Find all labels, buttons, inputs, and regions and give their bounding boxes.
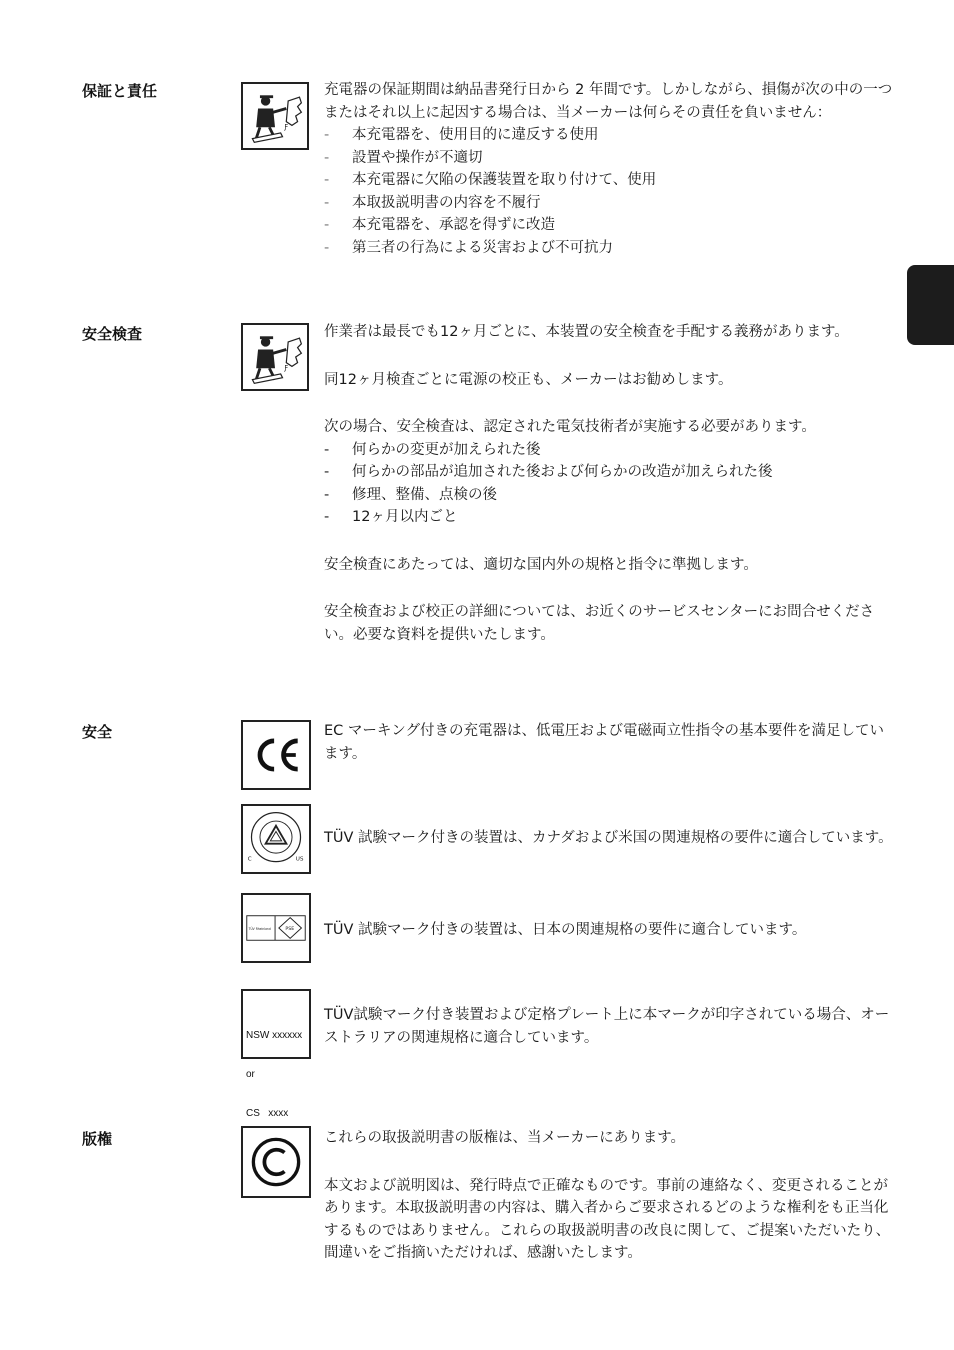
list-item: - 何らかの変更が加えられた後 [324, 439, 894, 462]
warranty-intro: 充電器の保証期間は納品書発行日から 2 年間です。しかしながら、損傷が次の中の一つまたはそれ以上に起因する場合は、当メーカーは何らその責任を負いません： [324, 82, 893, 121]
svg-text:Ƒ: Ƒ [284, 123, 289, 132]
copyright-text [324, 1127, 894, 1265]
pse-label: PSE [285, 926, 295, 932]
list-item: - 第三者の行為による災害および不可抗力 [324, 237, 894, 260]
heading-safety: 安全 [82, 723, 113, 741]
heading-copyright: 版権 [82, 1130, 113, 1148]
tuv-jp-text: TÜV 試験マーク付きの装置は、日本の関連規格の要件に適合しています。 [324, 922, 807, 938]
svg-text:Ƒ: Ƒ [284, 364, 289, 373]
safety-check-p5: 安全検査および校正の詳細については、お近くのサービスセンターにお問合せください。必要な資料を提供いたします。 [324, 604, 875, 643]
tuv-rheinland-icon [241, 804, 311, 874]
tuv-us-label: US [295, 856, 304, 863]
ce-text: EC マーキング付きの充電器は、低電圧および電磁両立性指令の基本要件を満足しています。 [324, 723, 884, 762]
warranty-text [324, 79, 894, 259]
list-item: - 何らかの部品が追加された後および何らかの改造が加えられた後 [324, 461, 894, 484]
tuv-c-label: C [247, 856, 252, 863]
safety-check-list [324, 439, 894, 529]
copyright-icon [241, 1126, 311, 1198]
list-item: - 本充電器を、承認を得ずに改造 [324, 214, 894, 237]
nsw-line-2: or [246, 1069, 255, 1080]
worker-manual-icon [241, 82, 309, 150]
list-item: - 12ヶ月以内ごと [324, 506, 894, 529]
safety-check-p3: 次の場合、安全検査は、認定された電気技術者が実施する必要があります。 [324, 419, 816, 435]
safety-check-p2: 同12ヶ月検査ごとに電源の校正も、メーカーはお勧めします。 [324, 371, 733, 388]
tuv-jp-label: TÜV Rheinland [248, 926, 271, 931]
safety-check-p1: 作業者は最長でも12ヶ月ごとに、本装置の安全検査を手配する義務があります。 [324, 324, 849, 340]
heading-safety-check: 安全検査 [82, 325, 143, 343]
tuv-us-text: TÜV 試験マーク付きの装置は、カナダおよび米国の関連規格の要件に適合しています。 [324, 830, 893, 846]
warranty-list [324, 124, 894, 259]
ce-mark-icon [241, 720, 311, 790]
chapter-tab [907, 265, 954, 345]
safety-check-text [324, 321, 894, 646]
list-item: - 本充電器に欠陥の保護装置を取り付けて、使用 [324, 169, 894, 192]
safety-check-p4: 安全検査にあたっては、適切な国内外の規格と指令に準拠します。 [324, 556, 758, 573]
worker-manual-icon [241, 323, 309, 391]
nsw-line-3: CS xxxx [246, 1108, 289, 1119]
list-item: - 本取扱説明書の内容を不履行 [324, 192, 894, 215]
copyright-p2: 本文および説明図は、発行時点で正確なものです。事前の連絡なく、変更されることがあります。本取扱説明書の内容は、購入者からご要求されるどのような権利をも正当化するものではありません。これらの取扱説明書の改良に関して、ご提案いただいたり、間違いをご指摘いただければ、感謝いたします。 [324, 1177, 891, 1261]
copyright-p1: これらの取扱説明書の版権は、当メーカーにあります。 [324, 1130, 686, 1146]
pse-mark-icon [241, 893, 311, 963]
list-item: - 修理、整備、点検の後 [324, 484, 894, 507]
heading-warranty: 保証と責任 [82, 82, 158, 100]
au-text: TÜV試験マーク付き装置および定格プレート上に本マークが印字されている場合、オーストラリアの関連規格に適合しています。 [324, 1007, 890, 1046]
nsw-mark [241, 989, 311, 1119]
list-item: - 設置や操作が不適切 [324, 147, 894, 170]
list-item: - 本充電器を、使用目的に違反する使用 [324, 124, 894, 147]
nsw-line-1: NSW xxxxxx [246, 1030, 303, 1041]
